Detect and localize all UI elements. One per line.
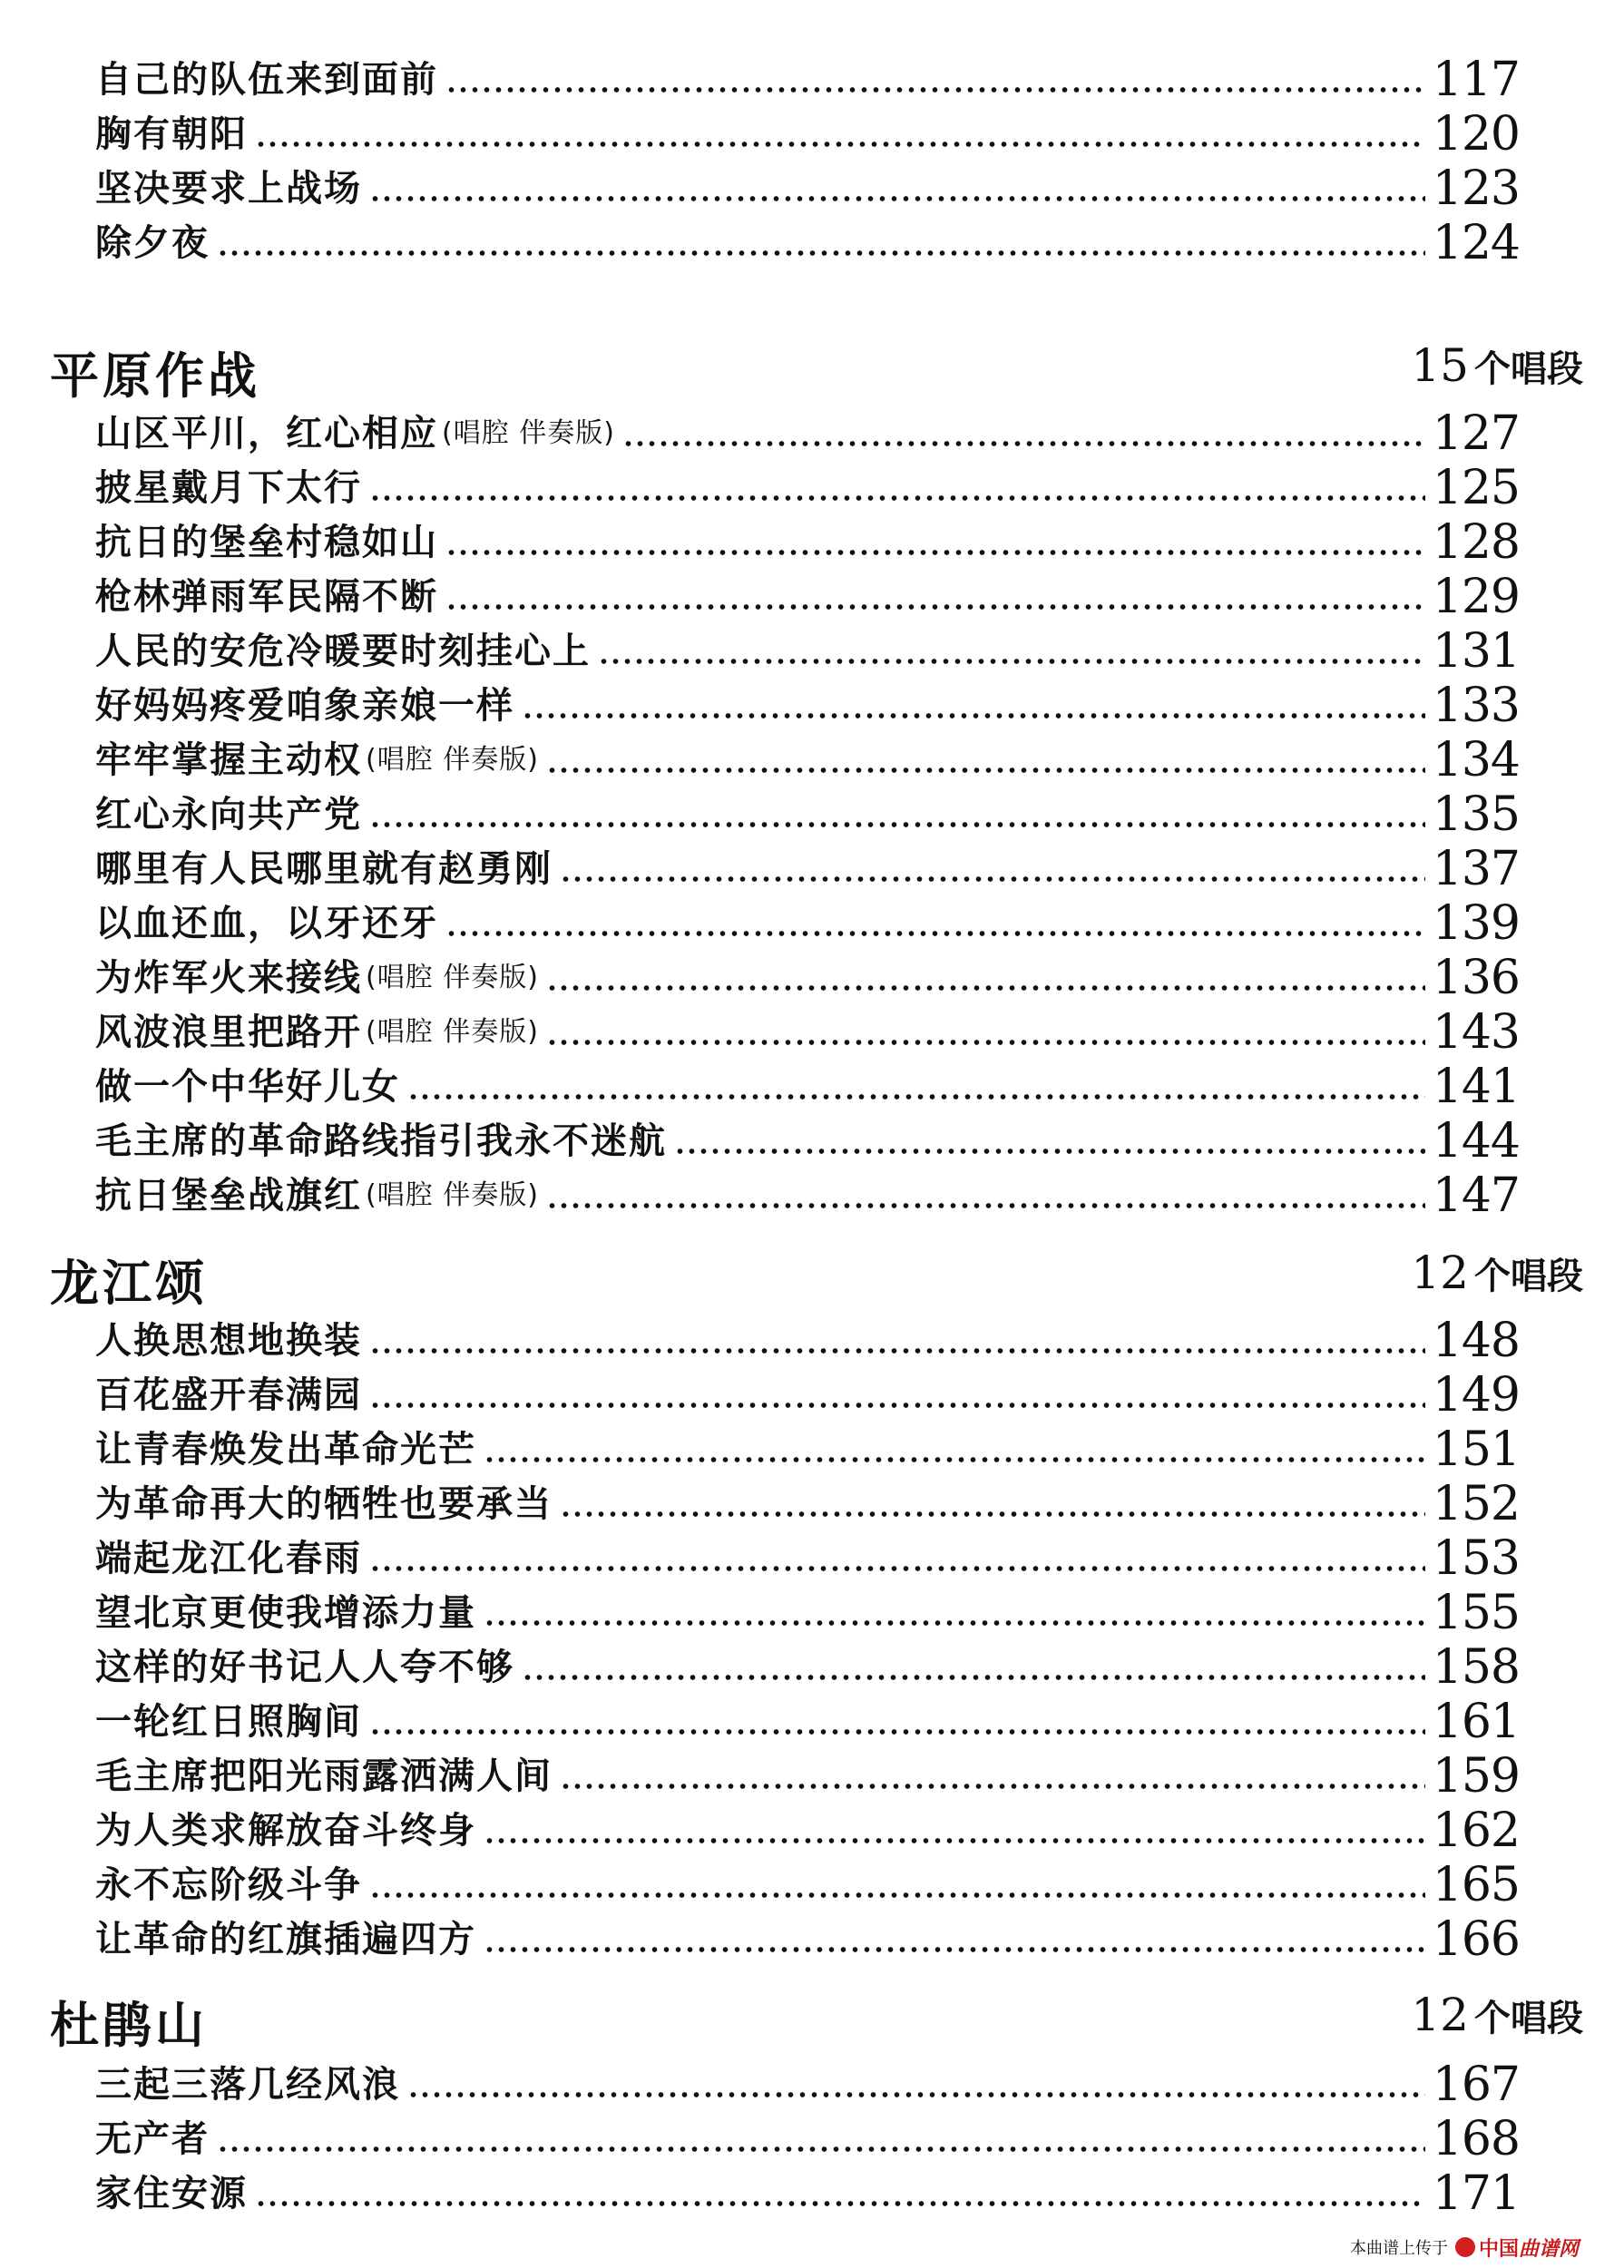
entry-title: 除夕夜 (95, 222, 210, 264)
entry-title: 山区平川，红心相应 (95, 413, 438, 455)
entry-title: 披星戴月下太行 (95, 467, 362, 509)
entry-page-number: 117 (1432, 53, 1520, 107)
entry-title: 望北京更使我增添力量 (95, 1592, 476, 1634)
toc-entry[interactable] (95, 896, 1520, 951)
toc-entry[interactable] (95, 216, 1520, 270)
dot-leader (369, 1401, 1425, 1410)
section-count (1411, 1983, 1583, 2058)
entry-page-number: 165 (1432, 1858, 1520, 1912)
entry-title: 枪林弹雨军民隔不断 (95, 576, 438, 618)
entry-title: 人换思想地换装 (95, 1320, 362, 1362)
entry-title: 胸有朝阳 (95, 113, 248, 155)
entry-page-number: 153 (1432, 1531, 1520, 1586)
entry-page-number: 134 (1432, 733, 1520, 787)
section-count (1411, 1241, 1583, 1315)
toc-entry[interactable] (95, 1531, 1520, 1586)
dot-leader (445, 85, 1425, 94)
toc-entry[interactable] (95, 1586, 1520, 1640)
toc-entry[interactable] (95, 1640, 1520, 1695)
toc-entry[interactable] (95, 1168, 1520, 1223)
dot-leader (522, 711, 1425, 720)
toc-entry[interactable] (95, 1858, 1520, 1912)
toc-entry[interactable] (95, 1912, 1520, 1967)
entry-page-number: 135 (1432, 787, 1520, 842)
section-count-label: 个唱段 (1474, 1998, 1583, 2039)
entry-page-number: 159 (1432, 1749, 1520, 1804)
entry-page-number: 148 (1432, 1314, 1520, 1368)
toc-entry[interactable] (95, 951, 1520, 1005)
toc-entry[interactable] (95, 1804, 1520, 1858)
entry-title: 抗日的堡垒村稳如山 (95, 522, 438, 563)
entry-page-number: 166 (1432, 1912, 1520, 1967)
toc-entry[interactable] (95, 1477, 1520, 1531)
entry-page-number: 128 (1432, 515, 1520, 570)
toc-entry[interactable] (95, 1695, 1520, 1749)
entry-page-number: 139 (1432, 896, 1520, 951)
entry-title: 好妈妈疼爱咱象亲娘一样 (95, 685, 514, 727)
entry-note: (唱腔 伴奏版) (366, 962, 539, 993)
entry-page-number: 124 (1432, 216, 1520, 270)
section-count-label: 个唱段 (1474, 1256, 1583, 1297)
toc-entry[interactable] (95, 1314, 1520, 1368)
entry-page-number: 147 (1432, 1168, 1520, 1223)
entry-title: 毛主席的革命路线指引我永不迷航 (95, 1120, 667, 1162)
dot-leader (674, 1147, 1425, 1156)
toc-entry[interactable] (95, 406, 1520, 461)
dot-leader (369, 1346, 1425, 1355)
entry-page-number: 125 (1432, 461, 1520, 515)
dot-leader (560, 1510, 1425, 1519)
entry-title: 为革命再大的牺牲也要承当 (95, 1483, 553, 1525)
entry-title: 这样的好书记人人夸不够 (95, 1647, 514, 1688)
toc-entry[interactable] (95, 1060, 1520, 1114)
toc-entry[interactable] (95, 570, 1520, 624)
entry-page-number: 137 (1432, 842, 1520, 896)
footer-upload-text: 本曲谱上传于 (1349, 2239, 1448, 2258)
dot-leader (217, 2145, 1425, 2154)
section-count-label: 个唱段 (1474, 348, 1583, 390)
toc-entry[interactable] (95, 515, 1520, 570)
entry-page-number: 168 (1432, 2112, 1520, 2166)
entry-page-number: 167 (1432, 2058, 1520, 2112)
site-logo-icon (1455, 2237, 1475, 2257)
toc-entry[interactable] (95, 1114, 1520, 1168)
toc-entry[interactable] (95, 733, 1520, 787)
entry-title: 为人类求解放奋斗终身 (95, 1810, 476, 1852)
dot-leader (546, 1038, 1425, 1047)
entry-title: 让青春焕发出革命光芒 (95, 1429, 476, 1471)
section-count-number: 15 (1411, 339, 1469, 392)
entry-title: 端起龙江化春雨 (95, 1538, 362, 1579)
toc-entry[interactable] (95, 1422, 1520, 1477)
toc-entry[interactable] (95, 2112, 1520, 2166)
section-title: 杜鹃山 (50, 1997, 208, 2054)
entry-title: 做一个中华好儿女 (95, 1066, 400, 1108)
section-heading (50, 1246, 1583, 1315)
toc-entry[interactable] (95, 1749, 1520, 1804)
entry-title: 无产者 (95, 2118, 210, 2160)
entry-page-number: 149 (1432, 1368, 1520, 1422)
entry-page-number: 162 (1432, 1804, 1520, 1858)
dot-leader (484, 1618, 1425, 1628)
dot-leader (369, 194, 1425, 203)
entry-note: (唱腔 伴奏版) (366, 1179, 539, 1211)
entry-title: 自己的队伍来到面前 (95, 59, 438, 101)
dot-leader (369, 494, 1425, 503)
entry-page-number: 129 (1432, 570, 1520, 624)
dot-leader (598, 657, 1425, 666)
entry-title: 毛主席把阳光雨露洒满人间 (95, 1755, 553, 1797)
dot-leader (369, 1727, 1425, 1736)
dot-leader (369, 820, 1425, 829)
toc-entry[interactable] (95, 107, 1520, 161)
dot-leader (560, 875, 1425, 884)
toc-entry[interactable] (95, 1368, 1520, 1422)
dot-leader (255, 140, 1425, 149)
section-heading (50, 1989, 1583, 2058)
entry-title: 风波浪里把路开 (95, 1012, 362, 1053)
entry-title: 牢牢掌握主动权 (95, 739, 362, 781)
section-title: 平原作战 (50, 347, 260, 405)
entry-note: (唱腔 伴奏版) (366, 744, 539, 776)
toc-entry[interactable] (95, 2058, 1520, 2112)
dot-leader (560, 1782, 1425, 1791)
section-count-number: 12 (1411, 1246, 1469, 1299)
entry-page-number: 155 (1432, 1586, 1520, 1640)
entry-page-number: 161 (1432, 1695, 1520, 1749)
dot-leader (484, 1836, 1425, 1845)
entry-page-number: 151 (1432, 1422, 1520, 1477)
toc-entry[interactable] (95, 2166, 1520, 2221)
entry-title: 永不忘阶级斗争 (95, 1864, 362, 1906)
dot-leader (407, 1092, 1425, 1101)
entry-page-number: 171 (1432, 2166, 1520, 2221)
toc-entry[interactable] (95, 53, 1520, 107)
entry-page-number: 123 (1432, 161, 1520, 216)
dot-leader (622, 439, 1425, 448)
section-count-number: 12 (1411, 1989, 1469, 2041)
entry-title: 抗日堡垒战旗红 (95, 1175, 362, 1217)
entry-title: 坚决要求上战场 (95, 168, 362, 210)
entry-title: 红心永向共产党 (95, 794, 362, 836)
entry-page-number: 152 (1432, 1477, 1520, 1531)
entry-note: (唱腔 伴奏版) (366, 1016, 539, 1048)
toc-entry[interactable] (95, 679, 1520, 733)
toc-entry[interactable] (95, 161, 1520, 216)
footer-watermark (1350, 2232, 1579, 2263)
toc-entry[interactable] (95, 787, 1520, 842)
dot-leader (445, 602, 1425, 611)
entry-title: 三起三落几经风浪 (95, 2064, 400, 2106)
dot-leader (546, 983, 1425, 992)
toc-entry[interactable] (95, 1005, 1520, 1060)
entry-title: 百花盛开春满园 (95, 1374, 362, 1416)
dot-leader (484, 1945, 1425, 1954)
section-title: 龙江颂 (50, 1255, 208, 1312)
dot-leader (407, 2090, 1425, 2099)
entry-title: 一轮红日照胸间 (95, 1701, 362, 1743)
entry-title: 人民的安危冷暖要时刻挂心上 (95, 631, 591, 672)
entry-page-number: 133 (1432, 679, 1520, 733)
entry-note: (唱腔 伴奏版) (442, 417, 615, 449)
entry-title: 哪里有人民哪里就有赵勇刚 (95, 848, 553, 890)
entry-page-number: 120 (1432, 107, 1520, 161)
dot-leader (369, 1891, 1425, 1900)
entry-page-number: 141 (1432, 1060, 1520, 1114)
toc-entry[interactable] (95, 842, 1520, 896)
entry-title: 让革命的红旗插遍四方 (95, 1919, 476, 1960)
dot-leader (546, 1201, 1425, 1210)
dot-leader (522, 1673, 1425, 1682)
footer-brand-accent: 曲谱网 (1518, 2237, 1579, 2261)
footer-brand: 中国 (1478, 2237, 1519, 2261)
entry-page-number: 158 (1432, 1640, 1520, 1695)
dot-leader (546, 766, 1425, 775)
dot-leader (369, 1564, 1425, 1573)
entry-title: 家住安源 (95, 2173, 248, 2214)
entry-page-number: 127 (1432, 406, 1520, 461)
dot-leader (445, 929, 1425, 938)
dot-leader (445, 548, 1425, 557)
dot-leader (255, 2199, 1425, 2208)
entry-page-number: 144 (1432, 1114, 1520, 1168)
entry-title: 为炸军火来接线 (95, 957, 362, 999)
dot-leader (217, 249, 1425, 258)
toc-entry[interactable] (95, 624, 1520, 679)
entry-page-number: 136 (1432, 951, 1520, 1005)
section-heading (50, 339, 1583, 408)
dot-leader (484, 1455, 1425, 1464)
entry-page-number: 143 (1432, 1005, 1520, 1060)
entry-page-number: 131 (1432, 624, 1520, 679)
section-count (1411, 334, 1583, 408)
entry-title: 以血还血，以牙还牙 (95, 903, 438, 944)
toc-entry[interactable] (95, 461, 1520, 515)
